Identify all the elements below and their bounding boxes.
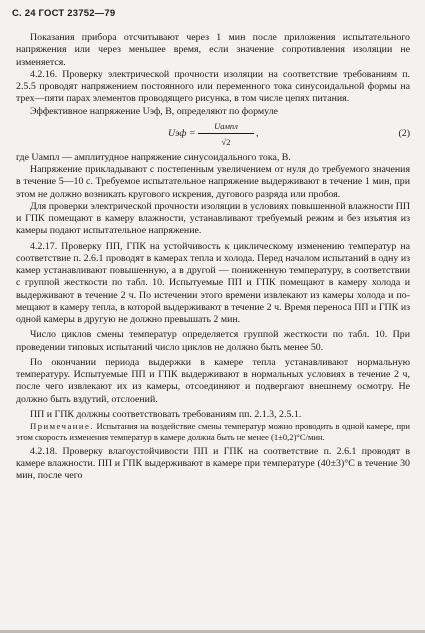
note xyxy=(16,421,410,443)
paragraph-measurement-time: Показания прибора отсчитывают через 1 мин после приложения испытательного напряжения или через меньшее время, если значение сопротивления изоляции не изменяется. xyxy=(16,32,410,68)
paragraph-4-2-18: 4.2.18. Проверку влагоустойчивости ПП и ГПК на соответствие п. 2.6.1 проводят в камере влажности. ПП и ГПК выдерживают в камере при температуре (40±3)°С в течение 30 мин, после чего xyxy=(16,445,410,482)
paragraph-effective-voltage: Эффективное напряжение Uэф, В, определяют по формуле xyxy=(30,105,278,117)
note-title: Примечание. xyxy=(30,421,94,431)
paragraph-requirements: ПП и ГПК должны соответствовать требованиям пп. 2.1.3, 2.5.1. xyxy=(30,408,302,420)
formula-lhs: Uэф = xyxy=(168,127,196,139)
note-body: Испытания на воздействие смены температур можно проводить в одной камере, при этом скорость изменения температур в камере должна быть не менее (1±0,2)°С/мин. xyxy=(16,421,410,442)
formula-denominator: √2 xyxy=(221,137,231,147)
page-header: С. 24 ГОСТ 23752—79 xyxy=(12,8,116,19)
formula-comma: , xyxy=(256,127,259,139)
paragraph-cycle-count: Число циклов смены температур определяется группой жесткости по табл. 10. При проведении типовых испытаний число циклов не должно быть менее 50. xyxy=(16,329,410,353)
page-content xyxy=(16,32,410,482)
formula-fraction xyxy=(198,120,254,149)
formula-numerator: Uампл xyxy=(198,120,254,134)
paragraph-voltage-application: Напряжение прикладывают с постепенным увеличением от нуля до требуемого значения в течение 5—10 с. Требуемое испытательное напряжение выдерживают в течение 1 мин, при этом не должно возникать кругового искрения, дугового разряда или пробоя. xyxy=(16,164,410,200)
paragraph-where: где Uампл — амплитудное напряжение синусоидального тока, В. xyxy=(16,151,291,163)
paragraph-humidity-check: Для проверки электрической прочности изоляции в условиях повышенной влажности ПП и ГПК помещают в камеру влажности, устанавливают требуемый режим и без изъятия из камеры подают испытательное напряжение. xyxy=(16,200,410,237)
paragraph-4-2-16: 4.2.16. Проверку электрической прочности изоляции на соответствие требованиям п. 2.5.5 проводят напряжением постоянного или переменного тока синусоидальной формы на трех—пяти парах элементов проводящего рисунка, в том числе цепях питания. xyxy=(16,68,410,105)
formula-number: (2) xyxy=(398,127,410,139)
formula-2 xyxy=(16,120,410,148)
paragraph-4-2-17: 4.2.17. Проверку ПП, ГПК на устойчивость к циклическому изменению температур на соответствие п. 2.6.1 проводят в камерах тепла и холода. Перед началом испытаний в одну из камер устанавливают повышенную, а в другой — пониженную температуру, в соответствии с группой жесткости по табл. 10. Испытуемые ПП и ГПК помещают в камеру холода и выдерживают в течение 2 ч. По истечении этого времени извлекают из камеры холода и помещают в камеру тепла, в которой выдерживают в течение 2 ч. Время переноса ПП и ГПК из одной камеры в другую не должно превышать 2 мин. xyxy=(16,240,410,325)
paragraph-after-exposure: По окончании периода выдержки в камере тепла устанавливают нормальную температуру. Испытуемые ПП и ГПК выдерживают в нормальных условиях в течение 2 ч, после чего извлекают их из камеры, отсоединяют и подвергают внешнему осмотру. Не должно быть вздутий, отслоений. xyxy=(16,356,410,405)
